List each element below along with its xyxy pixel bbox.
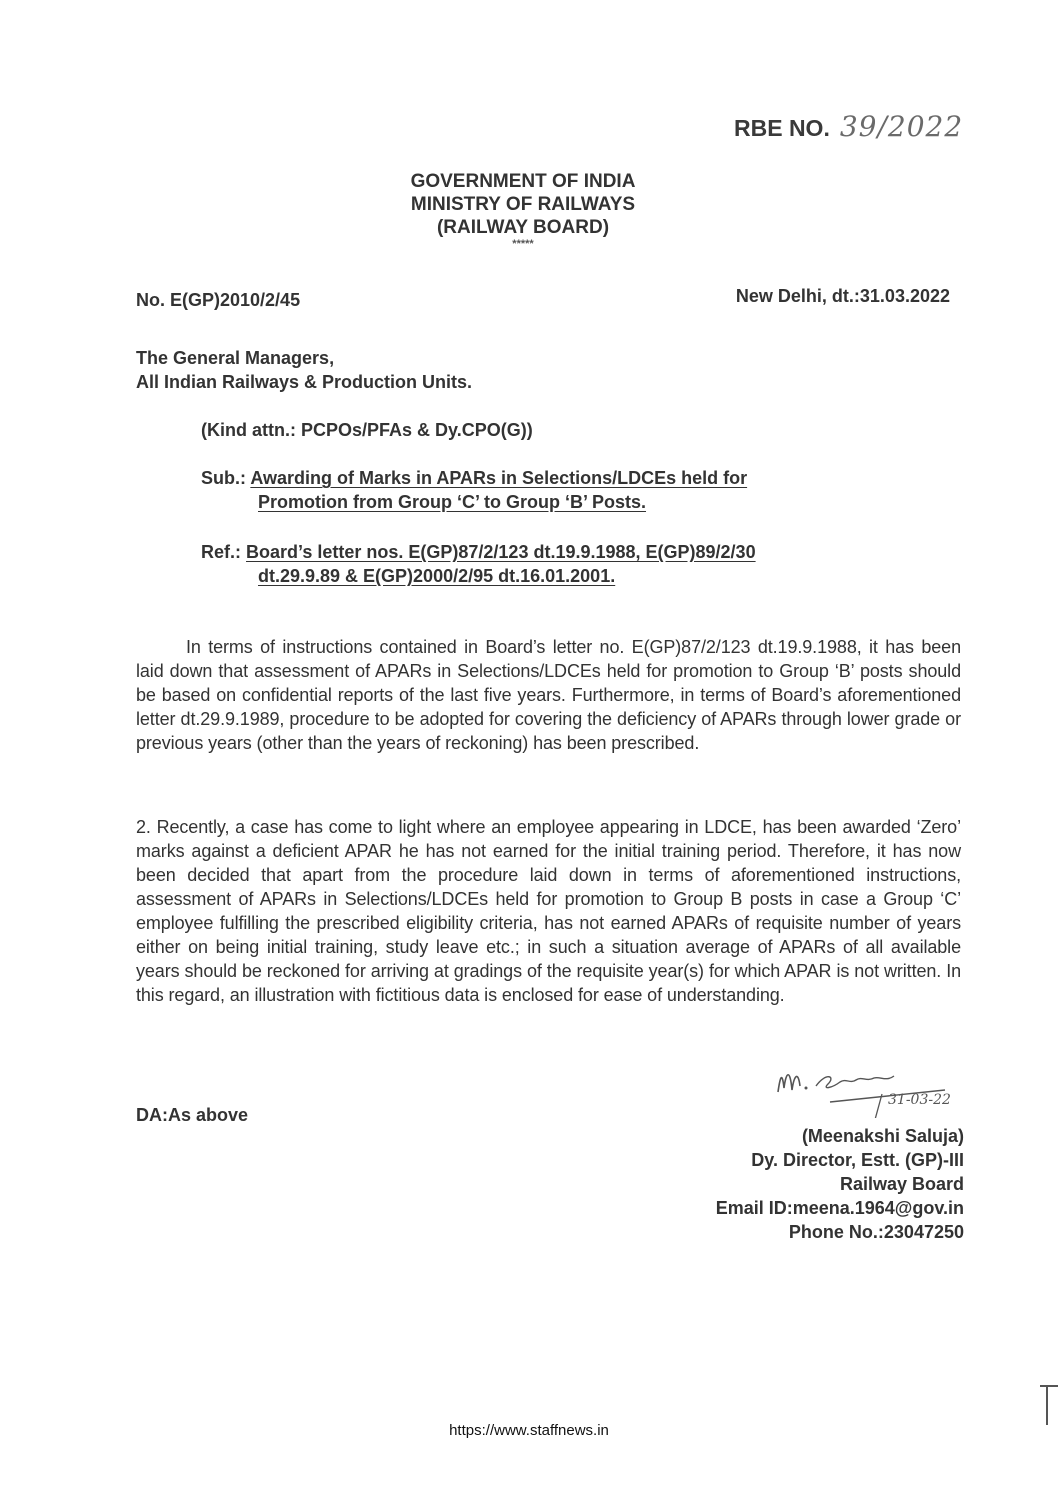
body-paragraph-2 bbox=[136, 815, 961, 1007]
header-line-1: GOVERNMENT OF INDIA bbox=[410, 171, 636, 192]
scan-mark bbox=[1040, 1385, 1058, 1387]
signatory-office: Railway Board bbox=[839, 1174, 964, 1194]
signatory-email: Email ID:meena.1964@gov.in bbox=[715, 1198, 964, 1218]
reference-label: Ref.: bbox=[201, 542, 241, 562]
signature-scribble-icon bbox=[770, 1058, 990, 1118]
handwritten-signature bbox=[770, 1058, 990, 1118]
subject-label: Sub.: bbox=[201, 468, 246, 488]
subject-line-2: Promotion from Group ‘C’ to Group ‘B’ Posts. bbox=[258, 492, 647, 512]
addressee-line-2: All Indian Railways & Production Units. bbox=[136, 372, 473, 392]
paragraph-1-text: In terms of instructions contained in Board’s letter no. E(GP)87/2/123 dt.19.9.1988, it has been laid down that assessment of APARs in Selections/LDCEs held for promotion to Group ‘B’ posts should be based on confidential reports of the last five years. Furthermore, in terms of Board’s aforementioned letter dt.29.9.1989, procedure to be adopted for covering the deficiency of APARs through lower grade or previous years (other than the years of reckoning) has been prescribed. bbox=[136, 637, 961, 753]
signature-date: 31-03-22 bbox=[888, 1092, 951, 1108]
paragraph-2-text: 2. Recently, a case has come to light where an employee appearing in LDCE, has been awarded ‘Zero’ marks against a deficient APAR he has not earned for the initial training period. Therefore, it has now been decided that apart from the procedure laid down in terms of aforementioned instructions, assessment of APARs in Selections/LDCEs held for promotion to Group B posts in case a Group ‘C’ employee fulfilling the prescribed eligibility criteria, has not earned APARs of requisite number of years either on being initial training, study leave etc.; in such a situation average of APARs of all available years should be reckoned for arriving at gradings of the requisite year(s) for which APAR is not written. In this regard, an illustration with fictitious data is enclosed for ease of understanding. bbox=[136, 817, 961, 1005]
reference-line-1: Board’s letter nos. E(GP)87/2/123 dt.19.9.1988, E(GP)89/2/30 bbox=[246, 542, 756, 562]
kind-attention: (Kind attn.: PCPOs/PFAs & Dy.CPO(G)) bbox=[201, 420, 533, 440]
rbe-label: RBE NO. bbox=[734, 115, 830, 141]
subject-line-1: Awarding of Marks in APARs in Selections/LDCEs held for bbox=[250, 468, 748, 488]
addressee bbox=[136, 346, 472, 394]
reference-line-2: dt.29.9.89 & E(GP)2000/2/95 dt.16.01.2001. bbox=[258, 566, 616, 586]
scan-mark-vertical bbox=[1046, 1385, 1048, 1425]
signatory-phone: Phone No.:23047250 bbox=[788, 1222, 964, 1242]
signatory-name: (Meenakshi Saluja) bbox=[801, 1126, 964, 1146]
footer-url[interactable]: https://www.staffnews.in bbox=[449, 1422, 609, 1439]
addressee-line-1: The General Managers, bbox=[136, 348, 335, 368]
place-date: New Delhi, dt.:31.03.2022 bbox=[735, 286, 950, 306]
subject bbox=[201, 466, 747, 514]
letterhead bbox=[0, 170, 1058, 249]
rbe-handwritten-number: 39/2022 bbox=[839, 110, 964, 143]
body-paragraph-1 bbox=[136, 635, 961, 755]
header-line-2: MINISTRY OF RAILWAYS bbox=[410, 194, 636, 215]
rbe-number bbox=[734, 110, 963, 143]
signature-block bbox=[716, 1124, 964, 1244]
header-stars: ***** bbox=[512, 238, 534, 250]
reference bbox=[201, 540, 756, 588]
reference-number: No. E(GP)2010/2/45 bbox=[136, 290, 301, 310]
signatory-designation: Dy. Director, Estt. (GP)-III bbox=[751, 1150, 964, 1170]
enclosure: DA:As above bbox=[136, 1105, 249, 1125]
header-line-3: (RAILWAY BOARD) bbox=[436, 217, 610, 238]
